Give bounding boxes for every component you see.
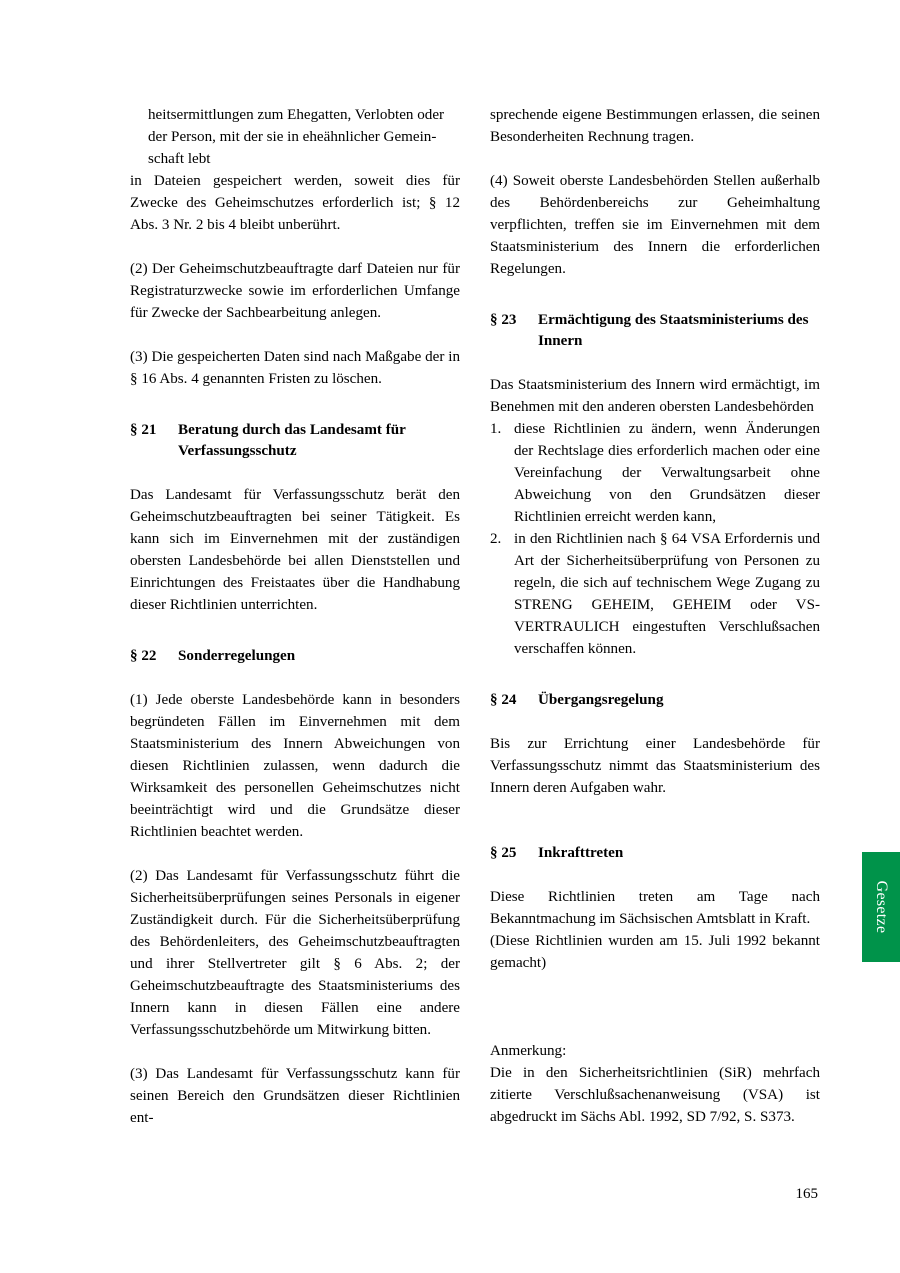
- paragraph-22-3-continuation: sprechende eigene Bestimmungen erlassen, die seinen Besonderheiten Rechnung tragen.: [490, 107, 820, 145]
- heading-24-title: Übergangsregelung: [538, 692, 664, 708]
- spacer: [490, 352, 820, 374]
- annotation-body: Die in den Sicherheitsrichtlinien (SiR) mehrfach zitierte Verschlußsachenanweisung (VSA) ist abgedruckt im Sächs Abl. 1992, SD 7/92, S. S373.: [490, 1065, 820, 1125]
- list-item-text: diese Richtlinien zu ändern, wenn Änderungen der Rechtslage dies erforderlich machen oder eine Vereinfachung der Verwaltungsarbeit ohne Abweichung von den Grundsätzen dieser Richtlinien erreicht werden kann,: [514, 421, 820, 525]
- spacer: [490, 280, 820, 310]
- list-item-marker: 1.: [490, 421, 502, 437]
- annotation-label: Anmerkung:: [490, 1043, 567, 1059]
- heading-21-number: § 21: [130, 422, 157, 438]
- spacer: [130, 616, 460, 646]
- paragraph-22-2: (2) Das Landesamt für Verfassungsschutz führt die Sicherheitsüberprüfungen seines Personals in eigener Zuständigkeit durch. Für die Sicherheitsüberprüfung des Behördenleiters, des Geheimschutzbeauftragten und ihrer Stellvertreter gilt § 6 Abs. 2; der Geheimschutzbeauftragte des Staatsministeriums des Innern kann in diesen Fällen eine andere Verfassungsschutzbehörde um Mitwirkung bitten.: [130, 868, 460, 1038]
- continuation-indented-block: [148, 104, 460, 170]
- heading-24-number: § 24: [490, 692, 517, 708]
- spacer: [130, 390, 460, 420]
- paragraph-20-2: (2) Der Geheimschutzbeauftragte darf Dateien nur für Registraturzwecke sowie im erforderlichen Umfange für Zwecke der Sachbearbeitung anlegen.: [130, 261, 460, 321]
- heading-section-23: [490, 310, 820, 352]
- paragraph-20-3: (3) Die gespeicherten Daten sind nach Maßgabe der in § 16 Abs. 4 genannten Fristen zu löschen.: [130, 349, 460, 387]
- list-item-text-after: eingestuften Verschlußsachen verschaffen können.: [514, 619, 820, 657]
- spacer: [130, 843, 460, 865]
- heading-21-title: Beratung durch das Landesamt für Verfassungsschutz: [178, 422, 406, 459]
- left-column: [130, 104, 460, 1126]
- spacer: [130, 1041, 460, 1063]
- classification-geheim: GEHEIM: [672, 597, 732, 613]
- list-item-text: [514, 531, 820, 657]
- spacer: [490, 974, 820, 1040]
- paragraph-22-1: (1) Jede oberste Landesbehörde kann in besonders begründeten Fällen im Einvernehmen mit dem Staatsministerium des Innern Abweichungen von diesen Richtlinien zulassen, wenn dadurch die Wirksamkeit des personellen Geheimschutzes nicht beeinträchtigt wird und die Grundsätze dieser Richtlinien beachtet werden.: [130, 692, 460, 840]
- paragraph-21-body: Das Landesamt für Verfassungsschutz berät den Geheimschutzbeauftragten bei seiner Tätigkeit. Es kann sich im Einvernehmen mit der zuständigen obersten Landesbehörde bei allen Dienststellen und Einrichtungen des Freistaates über die Handhabung dieser Richtlinien unterrichten.: [130, 487, 460, 613]
- classification-vs-vertraulich: VS-VERTRAULICH: [514, 597, 820, 635]
- list-item: [490, 528, 820, 660]
- spacer: [130, 236, 460, 258]
- spacer: [490, 148, 820, 170]
- heading-section-21: [130, 420, 460, 462]
- page-number: 165: [795, 1186, 818, 1202]
- spacer: [130, 462, 460, 484]
- two-column-body: [130, 104, 820, 1126]
- spacer: [490, 711, 820, 733]
- spacer: [490, 864, 820, 886]
- continuation-line-3: schaft lebt: [148, 151, 211, 167]
- list-item-text-middle-2: oder: [731, 597, 796, 613]
- spacer: [130, 324, 460, 346]
- heading-section-25: [490, 843, 820, 864]
- paragraph-22-4: (4) Soweit oberste Landesbehörden Stellen außerhalb des Behördenbereichs zur Geheimhaltung verpflichten, treffen sie im Einvernehmen mit dem Staatsministerium des Innern die erforderlichen Regelungen.: [490, 173, 820, 277]
- paragraph-22-3-start: (3) Das Landesamt für Verfassungsschutz kann für seinen Bereich den Grundsätzen dieser Richtlinien ent-: [130, 1066, 460, 1126]
- list-item-text-before: in den Richtlinien nach § 64 VSA Erfordernis und Art der Sicherheitsüberprüfung von Personen zu regeln, die sich auf technischem Wege Zugang zu: [514, 531, 820, 591]
- heading-25-number: § 25: [490, 845, 517, 861]
- section-thumb-tab: [862, 852, 900, 962]
- heading-22-title: Sonderregelungen: [178, 648, 296, 664]
- spacer: [490, 660, 820, 690]
- list-item-marker: 2.: [490, 531, 502, 547]
- heading-25-title: Inkrafttreten: [538, 845, 624, 861]
- spacer: [490, 799, 820, 843]
- list-item: [490, 418, 820, 528]
- section-thumb-tab-label: Gesetze: [873, 880, 890, 934]
- paragraph-continuation-runon: in Dateien gespeichert werden, soweit dies für Zwecke des Geheimschutzes erforderlich ist; § 12 Abs. 3 Nr. 2 bis 4 bleibt unberührt.: [130, 173, 460, 233]
- right-column: [490, 104, 820, 1125]
- continuation-line-1: heitsermittlungen zum Ehegatten, Verlobten oder: [148, 107, 445, 123]
- paragraph-25-note: (Diese Richtlinien wurden am 15. Juli 1992 bekannt gemacht): [490, 933, 820, 971]
- paragraph-25-body: Diese Richtlinien treten am Tage nach Bekanntmachung im Sächsischen Amtsblatt in Kraft.: [490, 889, 820, 927]
- paragraph-24-body: Bis zur Errichtung einer Landesbehörde für Verfassungsschutz nimmt das Staatsministerium des Innern deren Aufgaben wahr.: [490, 736, 820, 796]
- paragraph-23-intro: Das Staatsministerium des Innern wird ermächtigt, im Benehmen mit den anderen obersten Landesbehörden: [490, 377, 820, 415]
- spacer: [130, 667, 460, 689]
- classification-streng-geheim: STRENG GEHEIM: [514, 597, 651, 613]
- list-item-text-middle-1: ,: [650, 597, 673, 613]
- heading-section-22: [130, 646, 460, 667]
- continuation-line-2: der Person, mit der sie in eheähnlicher Gemein-: [148, 129, 437, 145]
- heading-23-title: Ermächtigung des Staatsministeriums des Innern: [538, 312, 809, 349]
- heading-22-number: § 22: [130, 648, 157, 664]
- ordered-list-section-23: [490, 418, 820, 660]
- heading-23-number: § 23: [490, 312, 517, 328]
- heading-section-24: [490, 690, 820, 711]
